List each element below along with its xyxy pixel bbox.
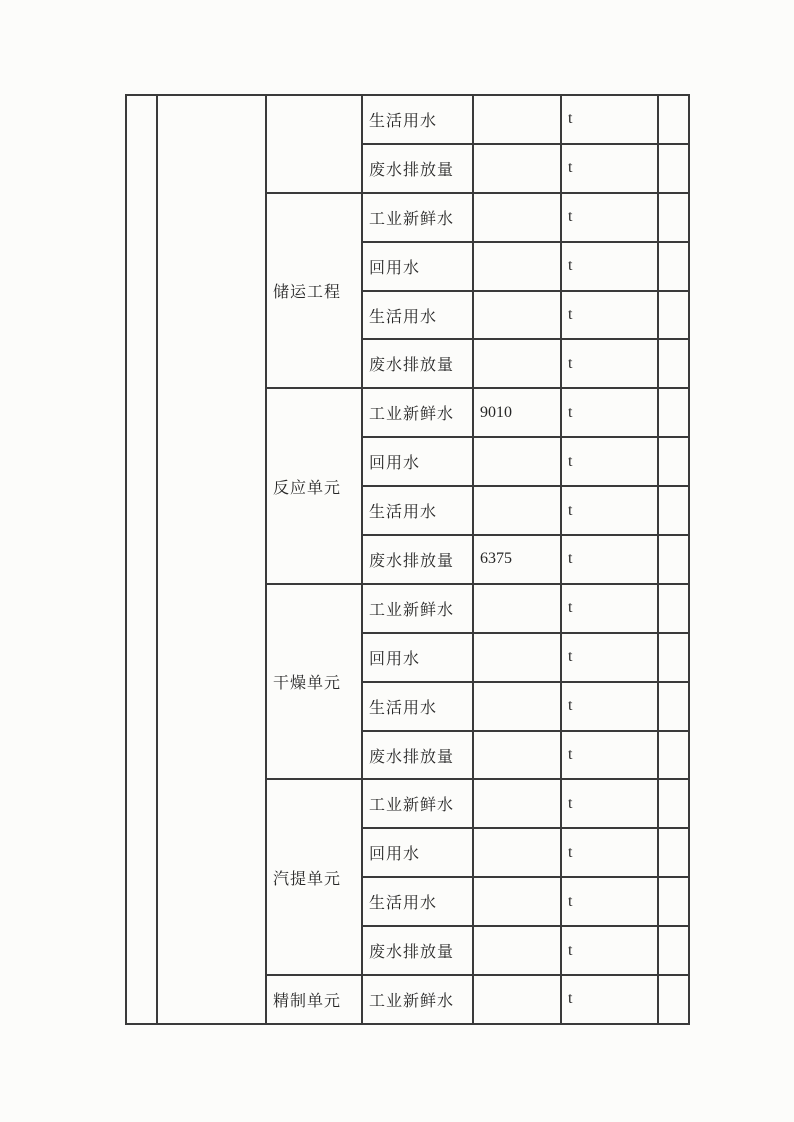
value-cell	[473, 731, 561, 780]
value-cell	[473, 633, 561, 682]
unit-cell: t	[561, 388, 658, 437]
right-end-cell	[658, 779, 689, 828]
value-cell	[473, 584, 561, 633]
right-end-cell	[658, 144, 689, 193]
water-usage-table	[125, 94, 690, 1025]
value-cell	[473, 486, 561, 535]
item-label-cell: 回用水	[362, 633, 473, 682]
unit-cell: t	[561, 779, 658, 828]
value-cell	[473, 193, 561, 242]
group-label-cell: 精制单元	[266, 975, 362, 1024]
group-label-cell	[266, 95, 362, 193]
left-spacer-cell-2	[157, 95, 266, 1024]
water-usage-table-body	[126, 95, 689, 1024]
value-cell	[473, 926, 561, 975]
value-cell: 6375	[473, 535, 561, 584]
unit-cell: t	[561, 95, 658, 144]
item-label-cell: 生活用水	[362, 486, 473, 535]
item-label-cell: 生活用水	[362, 682, 473, 731]
unit-cell: t	[561, 535, 658, 584]
item-label-cell: 工业新鲜水	[362, 584, 473, 633]
group-label-cell: 汽提单元	[266, 779, 362, 975]
table-row	[126, 95, 689, 144]
item-label-cell: 废水排放量	[362, 926, 473, 975]
right-end-cell	[658, 291, 689, 340]
value-cell	[473, 291, 561, 340]
unit-cell: t	[561, 926, 658, 975]
unit-cell: t	[561, 828, 658, 877]
item-label-cell: 废水排放量	[362, 144, 473, 193]
unit-cell: t	[561, 633, 658, 682]
unit-cell: t	[561, 975, 658, 1024]
unit-cell: t	[561, 193, 658, 242]
value-cell	[473, 682, 561, 731]
group-label-cell: 储运工程	[266, 193, 362, 389]
item-label-cell: 回用水	[362, 828, 473, 877]
right-end-cell	[658, 193, 689, 242]
right-end-cell	[658, 633, 689, 682]
unit-cell: t	[561, 584, 658, 633]
unit-cell: t	[561, 144, 658, 193]
item-label-cell: 工业新鲜水	[362, 975, 473, 1024]
value-cell	[473, 242, 561, 291]
right-end-cell	[658, 95, 689, 144]
item-label-cell: 废水排放量	[362, 535, 473, 584]
value-cell: 9010	[473, 388, 561, 437]
value-cell	[473, 339, 561, 388]
right-end-cell	[658, 242, 689, 291]
item-label-cell: 生活用水	[362, 95, 473, 144]
group-label-cell: 干燥单元	[266, 584, 362, 780]
item-label-cell: 生活用水	[362, 291, 473, 340]
item-label-cell: 废水排放量	[362, 339, 473, 388]
item-label-cell: 工业新鲜水	[362, 388, 473, 437]
right-end-cell	[658, 828, 689, 877]
right-end-cell	[658, 682, 689, 731]
right-end-cell	[658, 388, 689, 437]
item-label-cell: 生活用水	[362, 877, 473, 926]
item-label-cell: 工业新鲜水	[362, 779, 473, 828]
right-end-cell	[658, 877, 689, 926]
right-end-cell	[658, 535, 689, 584]
unit-cell: t	[561, 682, 658, 731]
right-end-cell	[658, 486, 689, 535]
unit-cell: t	[561, 437, 658, 486]
right-end-cell	[658, 926, 689, 975]
unit-cell: t	[561, 877, 658, 926]
value-cell	[473, 828, 561, 877]
group-label-cell: 反应单元	[266, 388, 362, 584]
item-label-cell: 工业新鲜水	[362, 193, 473, 242]
value-cell	[473, 779, 561, 828]
unit-cell: t	[561, 486, 658, 535]
right-end-cell	[658, 339, 689, 388]
item-label-cell: 回用水	[362, 437, 473, 486]
unit-cell: t	[561, 731, 658, 780]
right-end-cell	[658, 584, 689, 633]
value-cell	[473, 95, 561, 144]
right-end-cell	[658, 731, 689, 780]
right-end-cell	[658, 975, 689, 1024]
value-cell	[473, 144, 561, 193]
left-spacer-cell-1	[126, 95, 157, 1024]
unit-cell: t	[561, 291, 658, 340]
value-cell	[473, 437, 561, 486]
value-cell	[473, 877, 561, 926]
item-label-cell: 废水排放量	[362, 731, 473, 780]
value-cell	[473, 975, 561, 1024]
unit-cell: t	[561, 339, 658, 388]
unit-cell: t	[561, 242, 658, 291]
item-label-cell: 回用水	[362, 242, 473, 291]
right-end-cell	[658, 437, 689, 486]
